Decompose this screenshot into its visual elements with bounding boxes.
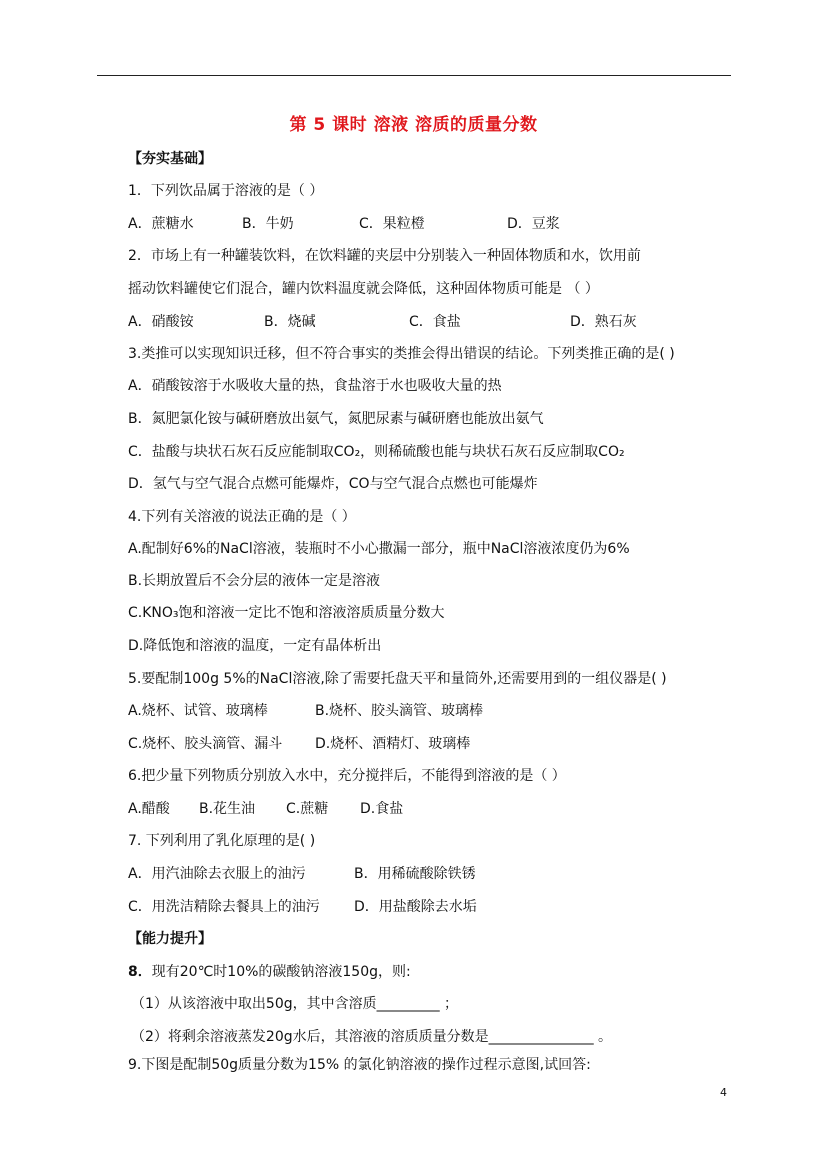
- option-a: A.醋酸: [128, 801, 170, 817]
- question-8-text: 现有20℃时10%的碳酸钠溶液150g，则:: [151, 964, 411, 980]
- option-c: C．食盐: [409, 314, 461, 330]
- option-c: C．果粒橙: [359, 216, 425, 232]
- page-number: 4: [720, 1086, 727, 1099]
- option-b: B．烧碱: [264, 314, 316, 330]
- question-7-stem: 7. 下列利用了乳化原理的是( ): [128, 833, 316, 849]
- option-a: A．硝酸铵: [128, 314, 194, 330]
- question-8-stem: [128, 962, 411, 982]
- question-8-part-2: （2）将剩余溶液蒸发20g水后，其溶液的溶质质量分数是_______________ 。: [131, 1029, 613, 1045]
- option-b: B．牛奶: [242, 216, 294, 232]
- option-b: B．用稀硫酸除铁锈: [354, 866, 476, 882]
- question-3-option-b: B．氮肥氯化铵与碱研磨放出氨气，氮肥尿素与碱研磨也能放出氨气: [128, 411, 544, 427]
- option-d: D.烧杯、酒精灯、玻璃棒: [315, 736, 471, 752]
- question-3-option-c: C．盐酸与块状石灰石反应能制取CO₂，则稀硫酸也能与块状石灰石反应制取CO₂: [128, 444, 625, 460]
- question-6-stem: 6.把少量下列物质分别放入水中，充分搅拌后，不能得到溶液的是（ ）: [128, 768, 566, 784]
- option-a: A.烧杯、试管、玻璃棒: [128, 703, 268, 719]
- question-3-option-a: A．硝酸铵溶于水吸收大量的热，食盐溶于水也吸收大量的热: [128, 378, 502, 394]
- question-4-option-c: C.KNO₃饱和溶液一定比不饱和溶液溶质质量分数大: [128, 605, 445, 621]
- question-5-stem: 5.要配制100g 5%的NaCl溶液,除了需要托盘天平和量筒外,还需要用到的一组仪器是( ): [128, 671, 667, 687]
- question-4-option-a: A.配制好6%的NaCl溶液，装瓶时不小心撒漏一部分，瓶中NaCl溶液浓度仍为6%: [128, 541, 630, 557]
- option-d: D．用盐酸除去水垢: [354, 899, 477, 915]
- question-3-option-d: D．氢气与空气混合点燃可能爆炸，CO与空气混合点燃也可能爆炸: [128, 476, 538, 492]
- option-b: B.烧杯、胶头滴管、玻璃棒: [315, 703, 484, 719]
- option-c: C．用洗洁精除去餐具上的油污: [128, 899, 320, 915]
- option-a: A．蔗糖水: [128, 216, 194, 232]
- option-d: D．熟石灰: [570, 314, 637, 330]
- option-d: D．豆浆: [507, 216, 560, 232]
- option-c: C.蔗糖: [286, 801, 329, 817]
- section-heading-basics: 【夯实基础】: [128, 151, 212, 167]
- question-9-stem: 9.下图是配制50g质量分数为15% 的氯化钠溶液的操作过程示意图,试回答:: [128, 1057, 591, 1073]
- question-3-stem: 3.类推可以实现知识迁移，但不符合事实的类推会得出错误的结论。下列类推正确的是( ): [128, 346, 675, 362]
- question-4-option-b: B.长期放置后不会分层的液体一定是溶液: [128, 573, 381, 589]
- question-2-stem-line1: 2．市场上有一种罐装饮料，在饮料罐的夹层中分别装入一种固体物质和水，饮用前: [128, 248, 641, 264]
- question-2-stem-line2: 摇动饮料罐使它们混合，罐内饮料温度就会降低，这种固体物质可能是 （ ）: [128, 281, 599, 297]
- header-rule: [97, 75, 731, 76]
- option-a: A．用汽油除去衣服上的油污: [128, 866, 306, 882]
- option-b: B.花生油: [199, 801, 256, 817]
- page-title: 第 5 课时 溶液 溶质的质量分数: [289, 115, 538, 135]
- question-1-stem: 1．下列饮品属于溶液的是（ ）: [128, 183, 324, 199]
- section-heading-advanced: 【能力提升】: [128, 931, 212, 947]
- question-4-stem: 4.下列有关溶液的说法正确的是（ ）: [128, 509, 356, 525]
- question-8-number: 8．: [128, 964, 152, 980]
- option-c: C.烧杯、胶头滴管、漏斗: [128, 736, 283, 752]
- question-8-part-1: （1）从该溶液中取出50g，其中含溶质_________ ；: [131, 996, 459, 1012]
- option-d: D.食盐: [360, 801, 404, 817]
- question-4-option-d: D.降低饱和溶液的温度，一定有晶体析出: [128, 638, 382, 654]
